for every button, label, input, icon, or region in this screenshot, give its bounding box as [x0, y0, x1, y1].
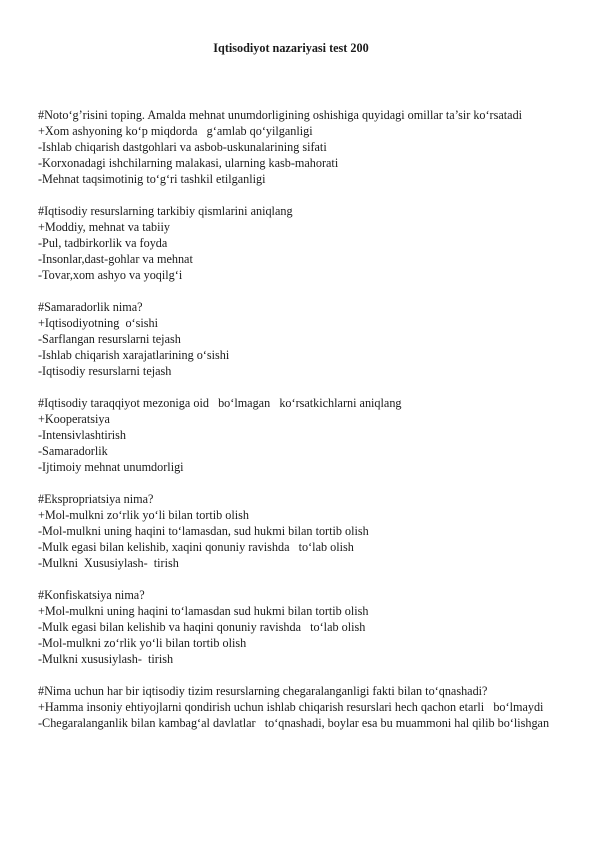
question-text: #Iqtisodiy taraqqiyot mezoniga oid bo‘lmagan ko‘rsatkichlarni aniqlang [38, 396, 402, 410]
answer-option: -Insonlar,dast-gohlar va mehnat [38, 252, 193, 266]
question-block [38, 299, 558, 379]
question-text: #Samaradorlik nima? [38, 300, 143, 314]
answer-option: +Hamma insoniy ehtiyojlarni qondirish uchun ishlab chiqarish resurslari hech qachon etarli bo‘lmaydi [38, 700, 544, 714]
answer-option: -Ijtimoiy mehnat unumdorligi [38, 460, 184, 474]
answer-option: -Ishlab chiqarish dastgohlari va asbob-uskunalarining sifati [38, 140, 327, 154]
answer-option: -Mulkni Xususiylash- tirish [38, 556, 179, 570]
question-text: #Nima uchun har bir iqtisodiy tizim resurslarning chegaralanganligi fakti bilan to‘qnashadi? [38, 684, 488, 698]
question-text: #Iqtisodiy resurslarning tarkibiy qismlarini aniqlang [38, 204, 293, 218]
answer-option: +Moddiy, mehnat va tabiiy [38, 220, 170, 234]
answer-option: +Kooperatsiya [38, 412, 110, 426]
question-text: #Konfiskatsiya nima? [38, 588, 145, 602]
answer-option: -Mol-mulkni uning haqini to‘lamasdan, sud hukmi bilan tortib olish [38, 524, 369, 538]
answer-option: -Pul, tadbirkorlik va foyda [38, 236, 168, 250]
question-block [38, 107, 558, 187]
answer-option: -Mulk egasi bilan kelishib va haqini qonuniy ravishda to‘lab olish [38, 620, 366, 634]
question-block [38, 587, 558, 667]
question-block [38, 203, 558, 283]
answer-option: +Iqtisodiyotning o‘sishi [38, 316, 158, 330]
question-text: #Ekspropriatsiya nima? [38, 492, 154, 506]
answer-option: -Tovar,xom ashyo va yoqilg‘i [38, 268, 183, 282]
answer-option: -Chegaralanganlik bilan kambag‘al davlatlar to‘qnashadi, boylar esa bu muammoni hal qilib bo‘lishgan [38, 716, 550, 730]
answer-option: -Korxonadagi ishchilarning malakasi, ularning kasb-mahorati [38, 156, 339, 170]
answer-option: -Mol-mulkni zo‘rlik yo‘li bilan tortib olish [38, 636, 247, 650]
answer-option: -Mulk egasi bilan kelishib, xaqini qonuniy ravishda to‘lab olish [38, 540, 354, 554]
answer-option: +Xom ashyoning ko‘p miqdorda g‘amlab qo‘yilganligi [38, 124, 313, 138]
answer-option: +Mol-mulkni uning haqini to‘lamasdan sud hukmi bilan tortib olish [38, 604, 369, 618]
question-block [38, 395, 558, 475]
document-body [38, 107, 558, 747]
answer-option: -Intensivlashtirish [38, 428, 127, 442]
question-block [38, 491, 558, 571]
answer-option: -Ishlab chiqarish xarajatlarining o‘sishi [38, 348, 230, 362]
answer-option: -Iqtisodiy resurslarni tejash [38, 364, 172, 378]
answer-option: +Mol-mulkni zo‘rlik yo‘li bilan tortib olish [38, 508, 249, 522]
document-title [0, 41, 596, 56]
answer-option: -Samaradorlik [38, 444, 108, 458]
answer-option: -Mulkni xususiylash- tirish [38, 652, 174, 666]
answer-option: -Sarflangan resurslarni tejash [38, 332, 181, 346]
question-text: #Noto‘g’risini toping. Amalda mehnat unumdorligining oshishiga quyidagi omillar ta’sir ko‘rsatadi [38, 108, 523, 122]
answer-option: -Mehnat taqsimotinig to‘g‘ri tashkil etilganligi [38, 172, 266, 186]
document-title-text: Iqtisodiyot nazariyasi test 200 [213, 41, 369, 55]
question-block [38, 683, 558, 731]
